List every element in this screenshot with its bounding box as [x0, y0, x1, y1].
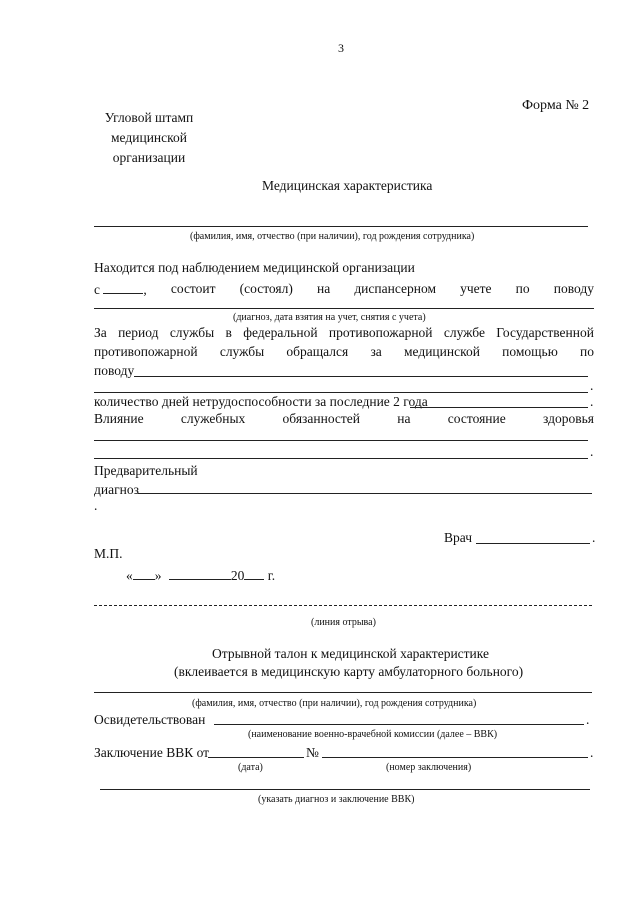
word: обязанностей: [282, 411, 361, 426]
word: в: [225, 325, 232, 340]
vvk-number-field[interactable]: [322, 757, 588, 758]
caption-number: (номер заключения): [386, 762, 472, 773]
word: на: [316, 281, 331, 296]
vvk-label: Заключение ВВК от: [94, 745, 210, 760]
tear-line: [94, 605, 592, 606]
word: здоровья: [543, 411, 594, 426]
influence-row: [94, 411, 594, 427]
caption-fio: (фамилия, имя, отчество (при наличии), год рождения сотрудника): [190, 231, 475, 242]
word: диспансерном: [354, 281, 436, 296]
caption-vvk: (указать диагноз и заключение ВВК): [258, 794, 415, 805]
quote-close: »: [154, 568, 162, 583]
doctor-label: Врач: [444, 530, 472, 545]
word: период: [118, 325, 159, 340]
reason-label: поводу: [94, 363, 135, 378]
word: поводу: [553, 281, 594, 296]
page-number: 3: [338, 41, 344, 55]
line-end-dot: .: [590, 745, 594, 760]
vvk-date-field[interactable]: [208, 757, 304, 758]
tear-line-caption: (линия отрыва): [311, 617, 376, 628]
corner-stamp: [94, 108, 204, 168]
fio-field[interactable]: [94, 226, 588, 227]
coupon-title: Отрывной талон к медицинской характеристике: [212, 646, 490, 661]
word: службы: [169, 325, 215, 340]
registration-from: с ,: [94, 282, 147, 297]
date-line: [126, 567, 275, 584]
line-end-dot: .: [94, 498, 98, 513]
year-suffix: г.: [267, 568, 276, 583]
coupon-subtitle: (вклеивается в медицинскую карту амбулаторного больного): [174, 664, 524, 679]
word: (состоял): [239, 281, 293, 296]
word: Влияние: [94, 411, 144, 426]
prelim-label: Предварительный: [94, 463, 198, 478]
word: за: [370, 344, 382, 359]
registration-date-field[interactable]: [103, 281, 143, 294]
word: За: [94, 325, 107, 340]
word: федеральной: [243, 325, 318, 340]
sick-days-label: количество дней нетрудоспособности за последние 2 года: [94, 394, 428, 409]
stamp-line: медицинской: [111, 130, 187, 145]
word: службе: [443, 325, 485, 340]
coupon-fio-field[interactable]: [94, 692, 592, 693]
word: по: [515, 281, 530, 296]
word: обращался: [286, 344, 349, 359]
form-number: Форма № 2: [522, 98, 590, 113]
period-row-2: [94, 344, 594, 360]
caption-date: (дата): [238, 762, 263, 773]
line-end-dot: .: [590, 394, 594, 409]
word: противопожарной: [94, 344, 198, 359]
word: помощью: [502, 344, 558, 359]
seal-label: М.П.: [94, 546, 123, 561]
line-end-dot: .: [592, 530, 596, 545]
day-field[interactable]: [133, 567, 155, 580]
year-prefix: 20: [230, 568, 245, 583]
word: по: [580, 344, 594, 359]
reason-field[interactable]: [134, 376, 588, 377]
certified-label: Освидетельствован: [94, 712, 206, 727]
word: состояние: [447, 411, 506, 426]
word: противопожарной: [328, 325, 433, 340]
stamp-line: Угловой штамп: [104, 110, 194, 125]
diagnosis-label: диагноз: [94, 482, 139, 497]
line-end-dot: .: [590, 378, 594, 393]
word: Государственной: [496, 325, 594, 340]
caption-fio-coupon: (фамилия, имя, отчество (при наличии), год рождения сотрудника): [192, 698, 477, 709]
word: медицинской: [403, 344, 480, 359]
caption-diagnosis: (диагноз, дата взятия на учет, снятия с учета): [233, 312, 426, 323]
line-end-dot: .: [590, 444, 594, 459]
diagnosis-field[interactable]: [138, 493, 592, 494]
period-row: [94, 325, 594, 341]
word: на: [397, 411, 411, 426]
commission-field[interactable]: [214, 724, 584, 725]
influence-field[interactable]: [94, 440, 588, 441]
influence-field-2[interactable]: [94, 458, 588, 459]
month-field[interactable]: [169, 567, 231, 580]
stamp-line: организации: [112, 150, 186, 165]
line-end-dot: .: [586, 712, 590, 727]
observed-text: Находится под наблюдением медицинской организации: [94, 260, 415, 275]
year-field[interactable]: [244, 567, 264, 580]
word: служебных: [180, 411, 246, 426]
registration-row: [94, 281, 594, 298]
number-sign: №: [306, 745, 319, 760]
vvk-conclusion-field[interactable]: [100, 789, 590, 790]
reason-field-2[interactable]: [94, 392, 588, 393]
doctor-signature-field[interactable]: [476, 543, 590, 544]
sick-days-field[interactable]: [410, 407, 588, 408]
caption-commission: (наименование военно-врачебной комиссии (далее – ВВК): [248, 729, 498, 740]
word: службы: [219, 344, 265, 359]
page-title: Медицинская характеристика: [262, 178, 433, 193]
diagnosis-registration-field[interactable]: [94, 308, 594, 309]
word: учете: [460, 281, 492, 296]
quote-open: «: [126, 568, 133, 583]
word: состоит: [170, 281, 216, 296]
